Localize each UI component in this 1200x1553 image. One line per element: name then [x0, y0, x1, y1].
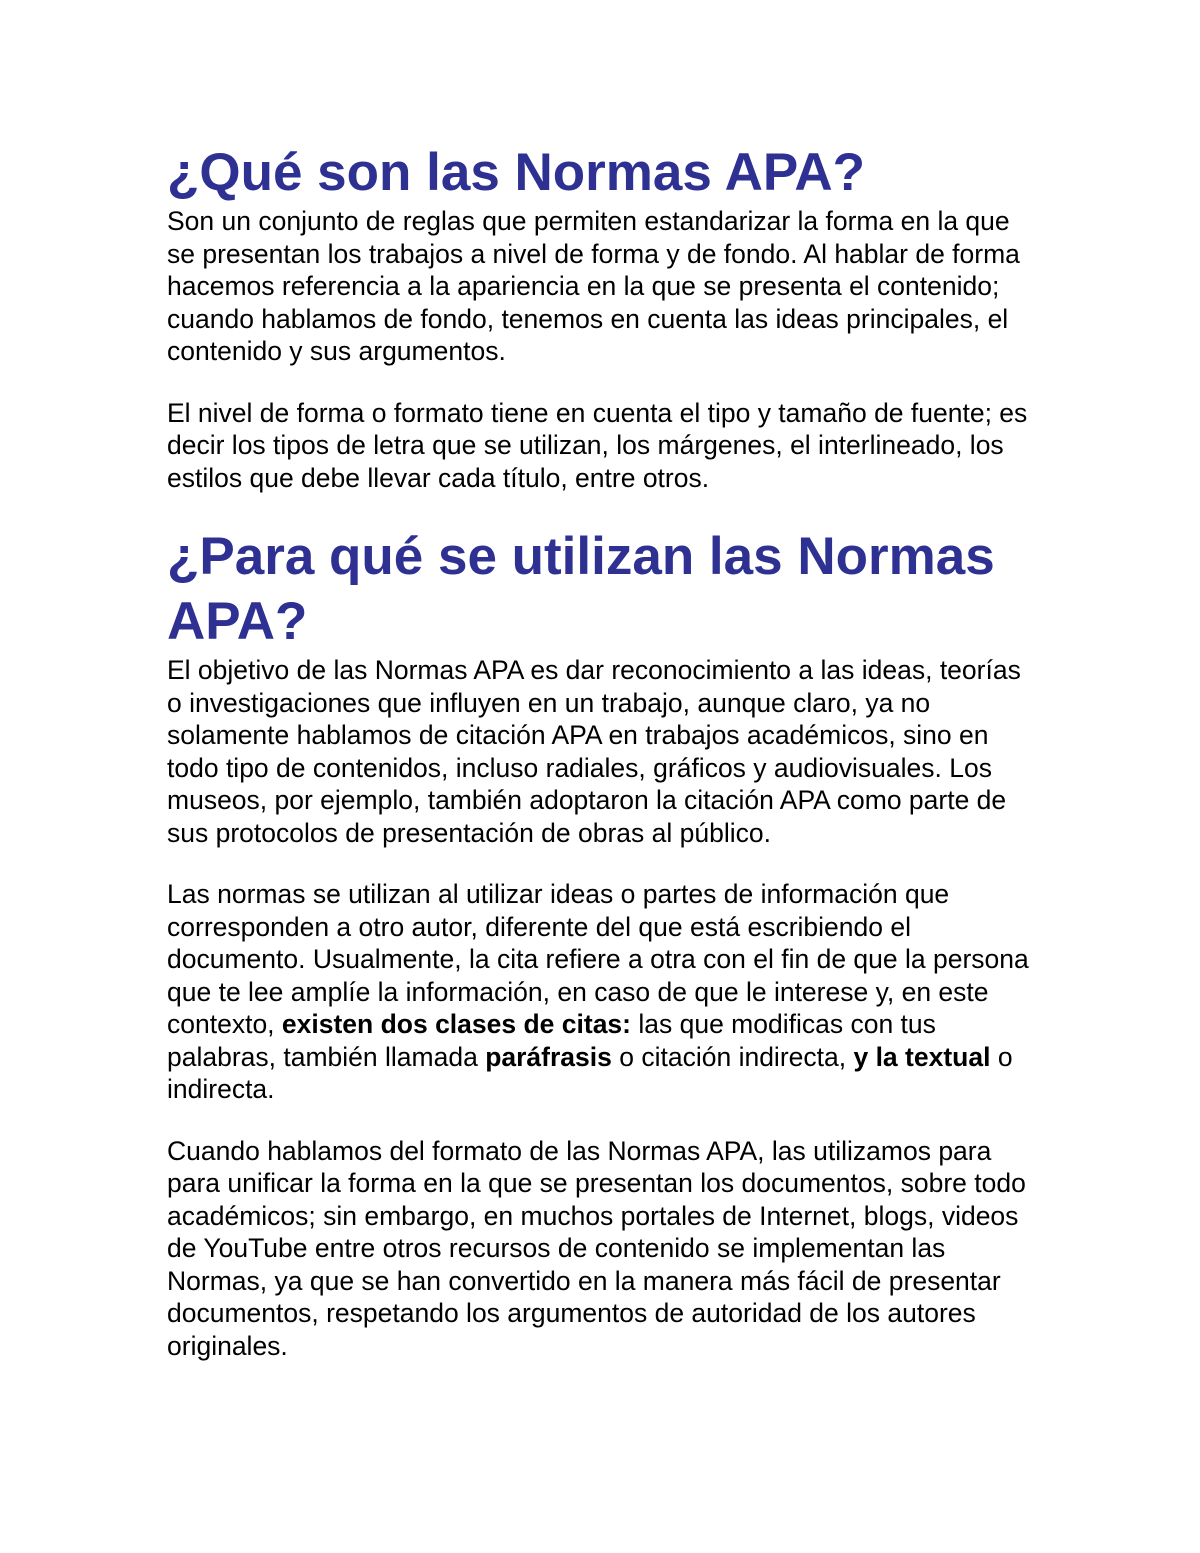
text-run: o indirecta.: [167, 1041, 1013, 1104]
bold-run-parafrasis: paráfrasis: [485, 1041, 612, 1072]
paragraph-spacer: [167, 849, 1042, 878]
paragraph-definicion: Son un conjunto de reglas que permiten estandarizar la forma en la que se presentan los trabajos a nivel de forma y de fondo. Al hablar de forma hacemos referencia a la apariencia en la que se presenta el contenido; cuando hablamos de fondo, tenemos en cuenta las ideas principales, el contenido y sus argumentos.: [167, 206, 1020, 366]
paragraph-spacer: [167, 1106, 1042, 1135]
text-run: Las normas se utilizan al utilizar ideas o partes de información que corresponden a otro autor, diferente del que está escribiendo el documento. Usualmente, la cita refiere a otra con el fin de que la persona que te lee amplíe la información, en caso de que le interese y, en este contexto,: [167, 879, 1029, 1039]
text-run: o citación indirecta,: [611, 1041, 854, 1072]
document-page: [167, 140, 1042, 1362]
heading-que-son: ¿Qué son las Normas APA?: [167, 143, 865, 202]
text-run: las que modificas con tus palabras, también llamada: [167, 1009, 936, 1072]
paragraph-clases-citas: [167, 878, 1042, 1106]
section-spacer: [167, 494, 1042, 524]
bold-run-clases: existen dos clases de citas:: [281, 1009, 631, 1039]
heading-para-que: ¿Para qué se utilizan las Normas APA?: [167, 527, 995, 651]
bold-run-textual: y la textual: [853, 1041, 991, 1072]
paragraph-spacer: [167, 368, 1042, 397]
paragraph-nivel-forma: El nivel de forma o formato tiene en cuenta el tipo y tamaño de fuente; es decir los tipos de letra que se utilizan, los márgenes, el interlineado, los estilos que debe llevar cada título, entre otros.: [167, 397, 1028, 493]
paragraph-objetivo: El objetivo de las Normas APA es dar reconocimiento a las ideas, teorías o investigaciones que influyen en un trabajo, aunque claro, ya no solamente hablamos de citación APA en trabajos académicos, sino en todo tipo de contenidos, incluso radiales, gráficos y audiovisuales. Los museos, por ejemplo, también adoptaron la citación APA como parte de sus protocolos de presentación de obras al público.: [167, 655, 1021, 848]
paragraph-formato: Cuando hablamos del formato de las Normas APA, las utilizamos para para unificar la forma en la que se presentan los documentos, sobre todo académicos; sin embargo, en muchos portales de Internet, blogs, videos de YouTube entre otros recursos de contenido se implementan las Normas, ya que se han convertido en la manera más fácil de presentar documentos, respetando los argumentos de autoridad de los autores originales.: [167, 1135, 1026, 1361]
